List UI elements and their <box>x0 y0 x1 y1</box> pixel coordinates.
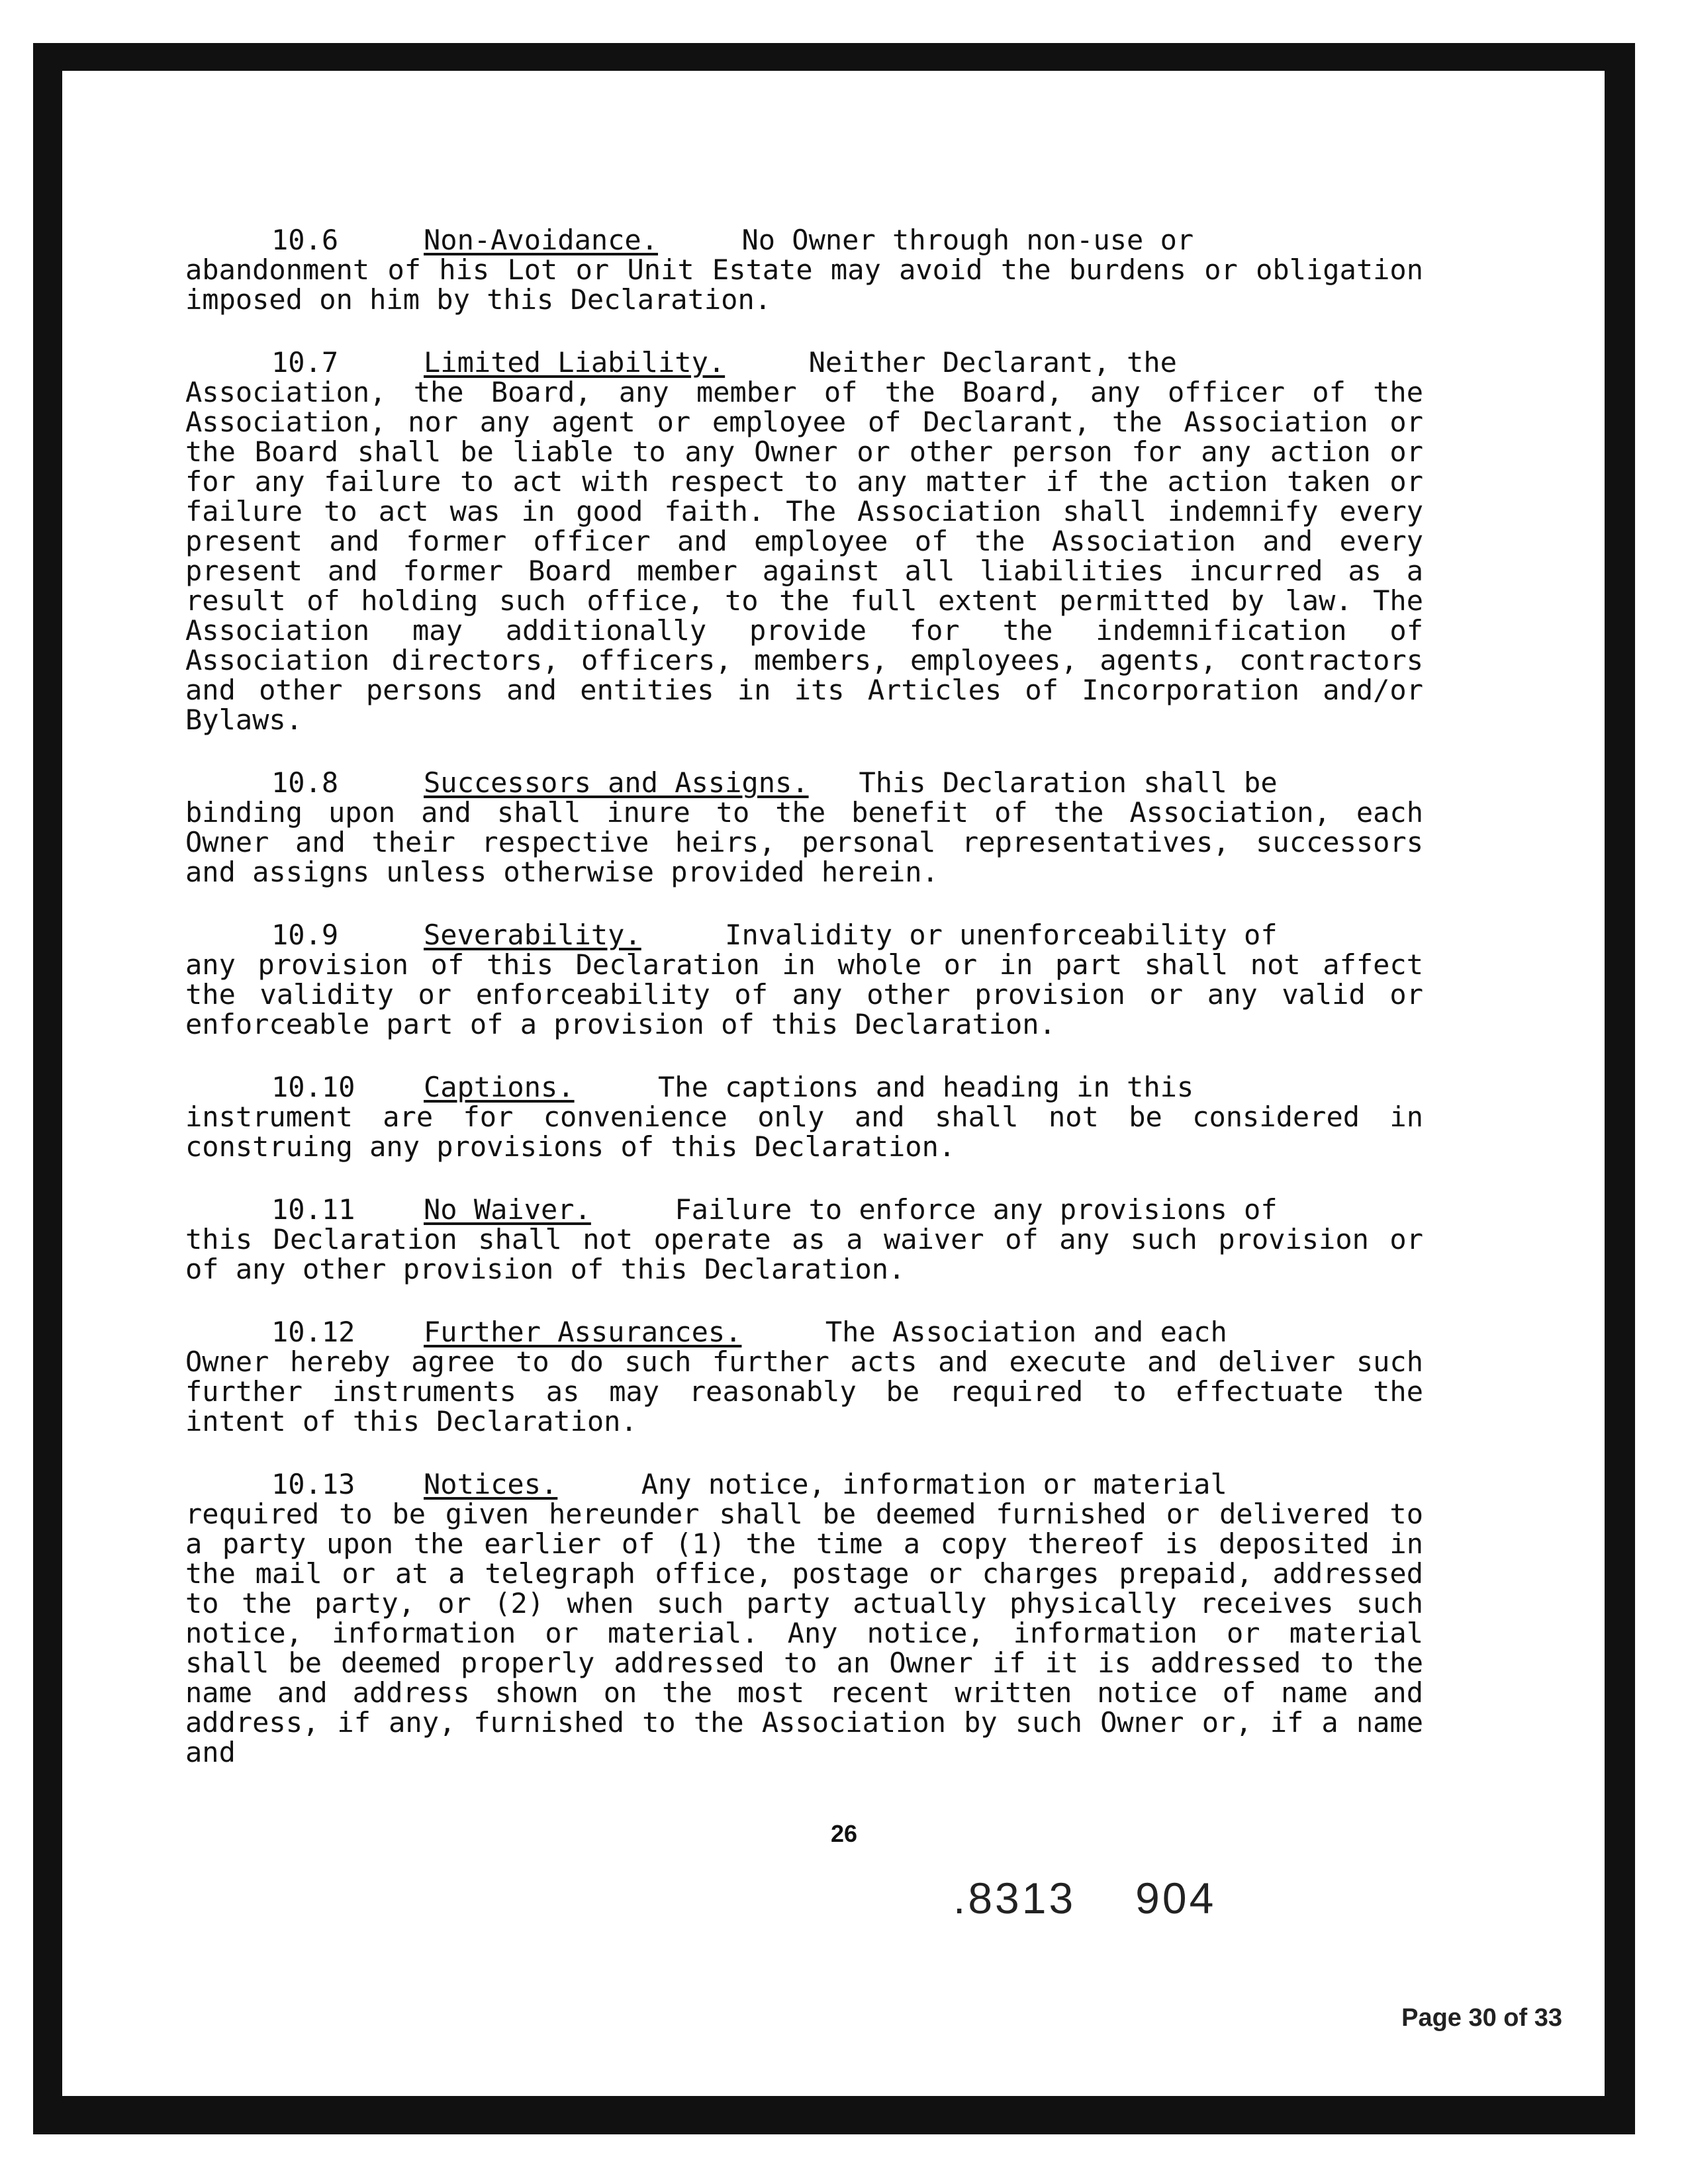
section-10-13 <box>185 1469 1423 1767</box>
section-caption: Limited Liability. <box>424 346 726 379</box>
section-body: instrument are for convenience only and shall not be considered in construing any provisions of this Declaration. <box>185 1101 1423 1163</box>
section-lead: No Owner through non-use or <box>741 224 1194 256</box>
section-number: 10.8 <box>271 766 339 799</box>
section-body: binding upon and shall inure to the benefit of the Association, each Owner and their respective heirs, personal representatives, successors and assigns unless otherwise provided herein. <box>185 796 1423 888</box>
section-lead: Any notice, information or material <box>641 1468 1227 1500</box>
section-lead: Invalidity or unenforceability of <box>725 919 1278 951</box>
section-number: 10.12 <box>271 1316 355 1348</box>
page-number: 26 <box>830 1820 858 1847</box>
section-10-10 <box>185 1072 1423 1161</box>
section-10-8 <box>185 768 1423 887</box>
section-10-11 <box>185 1195 1423 1284</box>
section-number: 10.11 <box>271 1193 355 1226</box>
section-body: any provision of this Declaration in whole or in part shall not affect the validity or enforceability of any other provision or any valid or enforceable part of a provision of this Declaration. <box>185 948 1423 1040</box>
page-stamp: Page 30 of 33 <box>1357 2002 1566 2034</box>
section-caption: Captions. <box>424 1071 575 1103</box>
section-caption: Notices. <box>424 1468 558 1500</box>
section-10-9 <box>185 920 1423 1039</box>
section-caption: Successors and Assigns. <box>424 766 809 799</box>
section-lead: The Association and each <box>825 1316 1227 1348</box>
section-caption: No Waiver. <box>424 1193 591 1226</box>
section-caption: Non-Avoidance. <box>424 224 659 256</box>
section-body: Association, the Board, any member of the Board, any officer of the Association, nor any agent or employee of Declarant, the Association or the Board shall be liable to any Owner or other person for any action or for any failure to act with respect to any matter if the action taken or failure to act was in good faith. The Association shall indemnify every present and former officer and employee of the Association and every present and former Board member against all liabilities incurred as a result of holding such office, to the full extent permitted by law. The Association may additionally provide for the indemnification of Association directors, officers, members, employees, agents, contractors and other persons and entities in its Articles of Incorporation and/or Bylaws. <box>185 376 1423 736</box>
section-number: 10.10 <box>271 1071 355 1103</box>
section-10-12 <box>185 1317 1423 1436</box>
section-caption: Further Assurances. <box>424 1316 742 1348</box>
document-body <box>185 225 1423 1800</box>
recording-number <box>953 1873 1216 1923</box>
section-number: 10.6 <box>271 224 339 256</box>
recording-page: 904 <box>1135 1874 1217 1923</box>
section-lead: The captions and heading in this <box>658 1071 1194 1103</box>
section-10-6 <box>185 225 1423 314</box>
section-number: 10.9 <box>271 919 339 951</box>
section-number: 10.13 <box>271 1468 355 1500</box>
section-lead: Neither Declarant, the <box>808 346 1177 379</box>
section-body: Owner hereby agree to do such further acts and execute and deliver such further instruments as may reasonably be required to effectuate the intent of this Declaration. <box>185 1345 1423 1437</box>
recording-book: .8313 <box>953 1874 1076 1923</box>
section-10-7 <box>185 347 1423 735</box>
section-body: this Declaration shall not operate as a waiver of any such provision or of any other provision of this Declaration. <box>185 1223 1423 1285</box>
section-lead: This Declaration shall be <box>859 766 1278 799</box>
section-caption: Severability. <box>424 919 641 951</box>
section-body: required to be given hereunder shall be deemed furnished or delivered to a party upon the earlier of (1) the time a copy thereof is deposited in the mail or at a telegraph office, postage or charges prepaid, addressed to the party, or (2) when such party actually physically receives such notice, information or material. Any notice, information or material shall be deemed properly addressed to an Owner if it is addressed to the name and address shown on the most recent written notice of name and address, if any, furnished to the Association by such Owner or, if a name and <box>185 1498 1423 1768</box>
section-body: abandonment of his Lot or Unit Estate may avoid the burdens or obligation imposed on him by this Declaration. <box>185 253 1423 316</box>
section-number: 10.7 <box>271 346 339 379</box>
section-lead: Failure to enforce any provisions of <box>675 1193 1278 1226</box>
